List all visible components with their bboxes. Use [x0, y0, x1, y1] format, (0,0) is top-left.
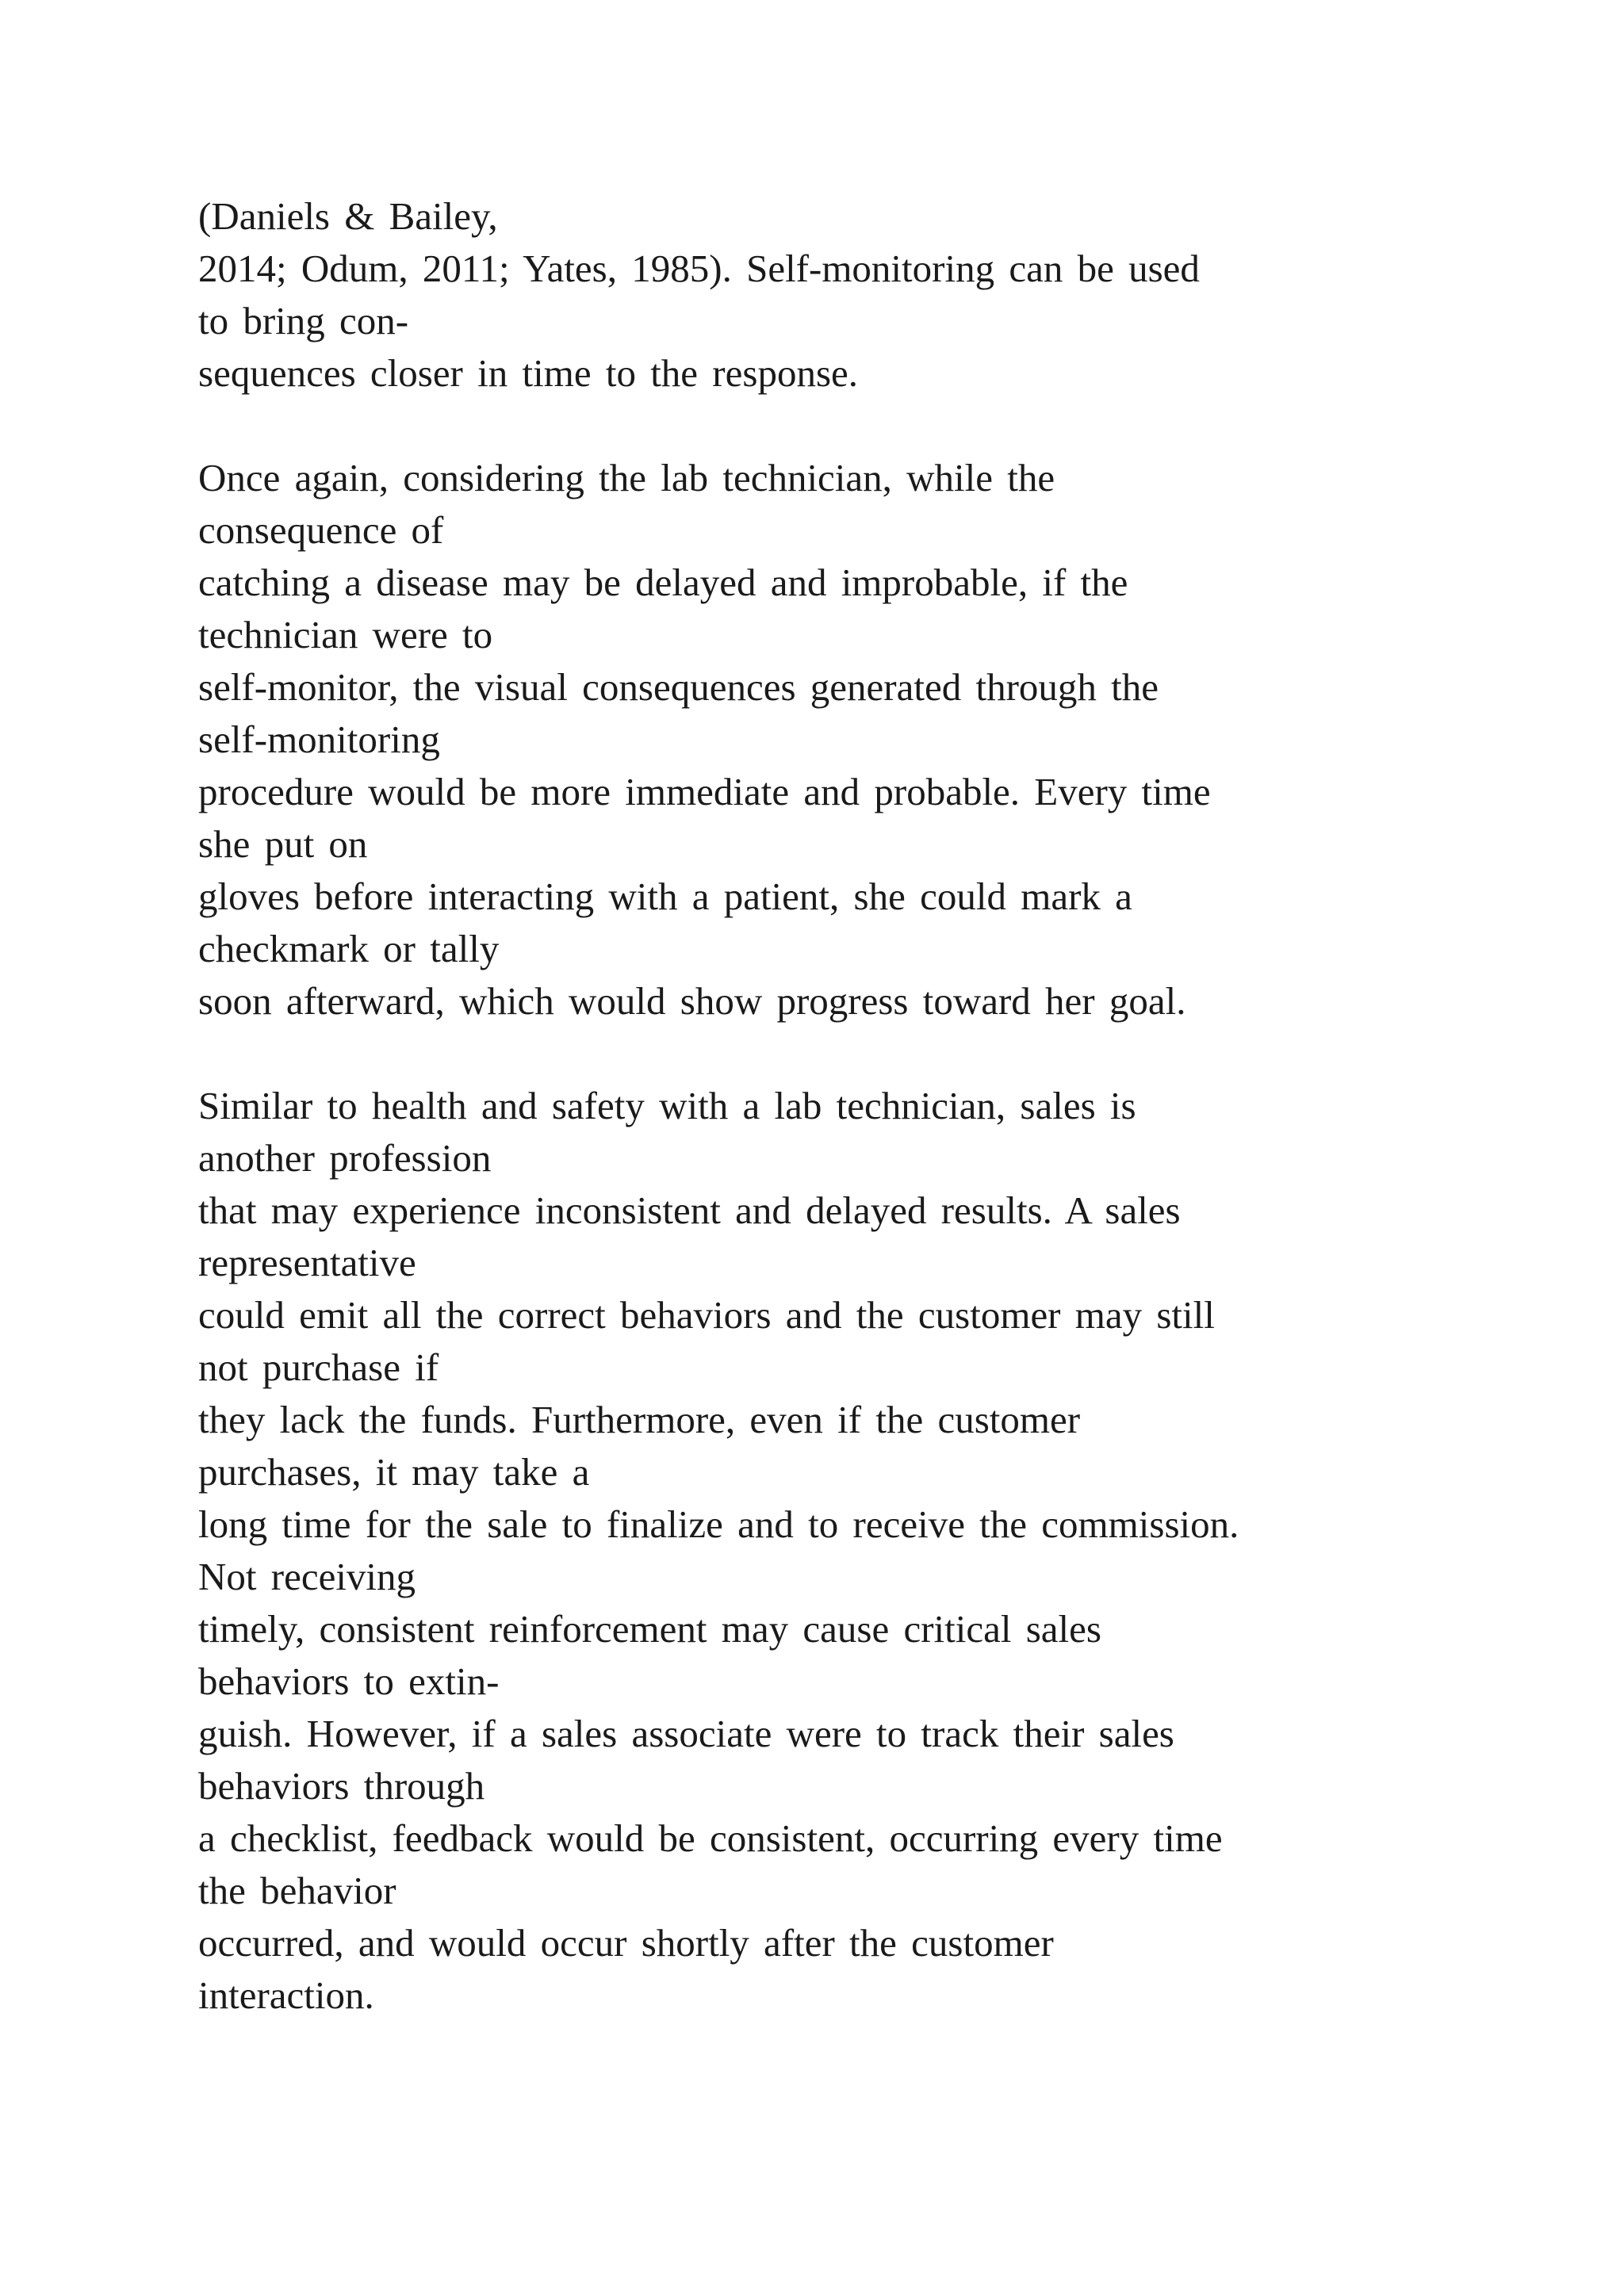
paragraph-gap [198, 400, 1546, 452]
text-line: they lack the funds. Furthermore, even if the customer [198, 1398, 1081, 1441]
text-line: behaviors to extin- [198, 1659, 500, 1703]
text-line: to bring con- [198, 299, 409, 342]
text-line: she put on [198, 822, 368, 866]
text-line: Similar to health and safety with a lab technician, sales is [198, 1084, 1136, 1127]
text-line: that may experience inconsistent and delayed results. A sales [198, 1188, 1181, 1232]
text-line: self-monitor, the visual consequences generated through the [198, 665, 1159, 709]
text-line: interaction. [198, 1973, 374, 2017]
text-line: another profession [198, 1136, 492, 1180]
text-line: Once again, considering the lab technician, while the [198, 456, 1055, 499]
text-line: soon afterward, which would show progress toward her goal. [198, 979, 1186, 1023]
text-line: sequences closer in time to the response. [198, 351, 859, 395]
text-line: 2014; Odum, 2011; Yates, 1985). Self-monitoring can be used [198, 247, 1200, 290]
paragraph-1 [198, 190, 1546, 400]
body-text [198, 190, 1546, 2022]
text-line: could emit all the correct behaviors and the customer may still [198, 1293, 1215, 1337]
text-line: consequence of [198, 508, 444, 552]
paragraph-2 [198, 452, 1546, 1027]
text-line: catching a disease may be delayed and improbable, if the [198, 561, 1128, 604]
text-line: technician were to [198, 613, 493, 656]
text-line: (Daniels & Bailey, [198, 194, 498, 238]
paragraph-gap [198, 1027, 1546, 1080]
text-line: purchases, it may take a [198, 1450, 590, 1494]
text-line: not purchase if [198, 1345, 439, 1389]
text-line: guish. However, if a sales associate were to track their sales [198, 1712, 1174, 1755]
text-line: the behavior [198, 1869, 396, 1912]
text-line: behaviors through [198, 1764, 485, 1808]
text-line: representative [198, 1241, 416, 1284]
text-line: timely, consistent reinforcement may cause critical sales [198, 1607, 1101, 1651]
text-line: gloves before interacting with a patient, she could mark a [198, 874, 1132, 918]
paragraph-3 [198, 1080, 1546, 2022]
text-line: long time for the sale to finalize and to receive the commission. [198, 1502, 1239, 1546]
text-line: procedure would be more immediate and probable. Every time [198, 770, 1211, 813]
text-line: Not receiving [198, 1555, 416, 1598]
text-line: self-monitoring [198, 718, 440, 761]
text-line: a checklist, feedback would be consistent, occurring every time [198, 1816, 1223, 1860]
text-line: occurred, and would occur shortly after the customer [198, 1921, 1054, 1965]
text-line: checkmark or tally [198, 927, 500, 970]
